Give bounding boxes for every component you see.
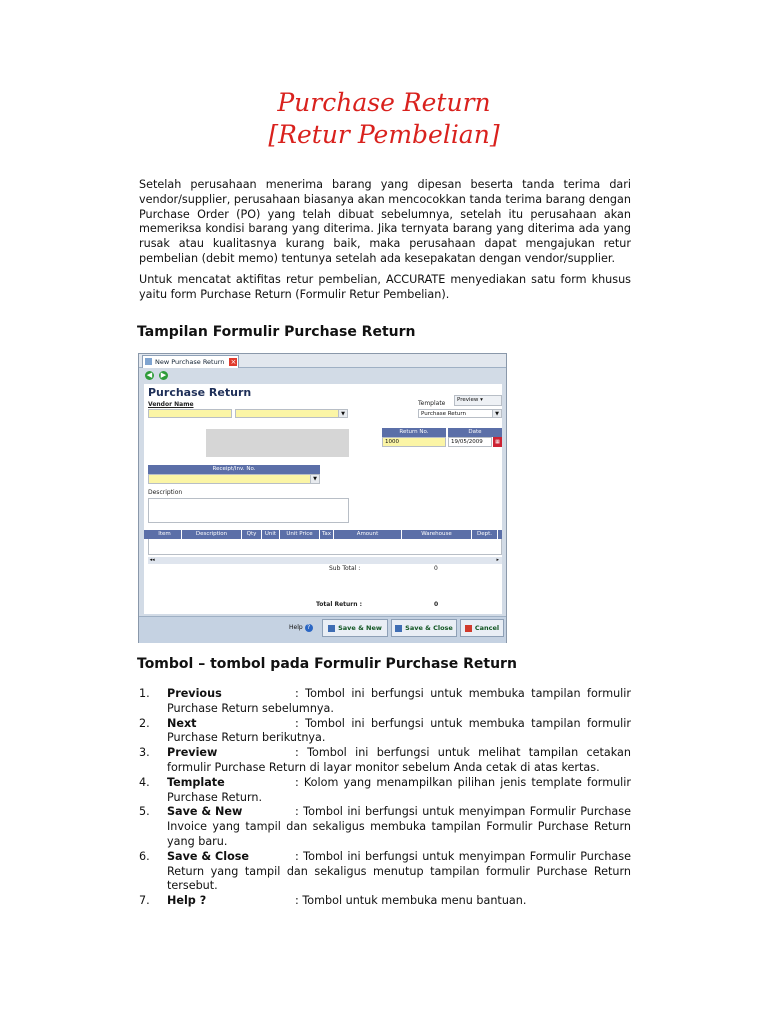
cancel-button[interactable] (460, 619, 504, 637)
list-number: 3. (139, 746, 150, 760)
template-value: Purchase Return (421, 411, 466, 417)
preview-label: Preview (457, 397, 479, 403)
list-term: Help ? (167, 894, 207, 908)
col-warehouse: Warehouse (402, 530, 472, 539)
tab-bar (139, 354, 506, 368)
preview-button[interactable]: Preview ▾ (454, 395, 502, 406)
receipt-header: Receipt/Inv. No. (148, 465, 320, 474)
form-button-bar (139, 616, 506, 643)
subtotal-value: 0 (434, 565, 438, 572)
buttons-list (139, 687, 631, 909)
list-item (139, 894, 631, 909)
list-number: 2. (139, 716, 150, 730)
list-term: Template (167, 775, 225, 789)
list-item (139, 687, 631, 717)
save-new-label: Save & New (338, 624, 382, 632)
form-title: Purchase Return (148, 386, 252, 399)
save-close-button[interactable] (391, 619, 457, 637)
list-desc: : Tombol ini berfungsi untuk membuka tampilan formulir Purchase Return berikutnya. (167, 716, 631, 745)
list-number: 5. (139, 805, 150, 819)
list-term: Save & Close (167, 849, 250, 863)
grid-header (144, 530, 502, 539)
document-icon (145, 358, 152, 365)
col-dept: Dept. (472, 530, 498, 539)
close-icon[interactable]: × (230, 358, 237, 366)
save-new-button[interactable] (322, 619, 388, 637)
col-unit: Unit (262, 530, 280, 539)
receipt-field[interactable] (148, 474, 320, 484)
list-term: Preview (167, 746, 218, 760)
cancel-icon (465, 625, 472, 632)
section-heading-buttons: Tombol – tombol pada Formulir Purchase Return (137, 656, 517, 672)
tab-new-purchase-return[interactable] (142, 355, 239, 368)
tab-label: New Purchase Return (155, 358, 225, 366)
list-desc: : Tombol ini berfungsi untuk menyimpan Formulir Purchase Return yang tampil dan sekaligus menutup tampilan formulir Purchase Return tersebut. (167, 849, 631, 893)
save-icon (395, 625, 402, 632)
list-term: Previous (167, 687, 222, 700)
description-field[interactable] (148, 498, 349, 523)
help-label: Help (289, 624, 303, 631)
list-item (139, 776, 631, 806)
list-desc: : Tombol ini berfungsi untuk membuka tampilan formulir Purchase Return sebelumnya. (167, 687, 631, 715)
vendor-id-field[interactable] (148, 409, 232, 418)
second-paragraph: Untuk mencatat aktifitas retur pembelian, ACCURATE menyediakan satu form khusus yaitu form Purchase Return (Formulir Retur Pembelian). (139, 273, 631, 301)
save-close-label: Save & Close (405, 624, 453, 632)
list-number: 7. (139, 894, 150, 908)
help-button[interactable] (289, 624, 313, 632)
list-desc: : Tombol ini berfungsi untuk melihat tampilan cetakan formulir Purchase Return di layar monitor sebelum Anda cetak di atas kertas. (167, 746, 631, 774)
chevron-down-icon[interactable]: ▼ (492, 410, 501, 417)
list-desc: : Kolom yang menampilkan pilihan jenis template formulir Purchase Return. (167, 775, 631, 804)
col-unit-price: Unit Price (280, 530, 320, 539)
total-return-value: 0 (434, 601, 439, 608)
list-number: 6. (139, 849, 150, 863)
list-number: 1. (139, 687, 150, 700)
form-screenshot (138, 353, 507, 643)
col-amount: Amount (334, 530, 402, 539)
previous-arrow-icon[interactable]: ◀ (146, 371, 153, 379)
help-icon: ? (305, 624, 313, 632)
list-desc: : Tombol ini berfungsi untuk menyimpan Formulir Purchase Invoice yang tampil dan sekaligus membuka tampilan Formulir Purchase Return yang baru. (167, 805, 631, 848)
template-label: Template (418, 400, 446, 407)
return-no-header: Return No. (382, 428, 446, 437)
list-term: Save & New (167, 805, 243, 819)
chevron-down-icon[interactable]: ▼ (310, 475, 319, 483)
col-tax: Tax (320, 530, 334, 539)
vendor-label: Vendor Name (148, 401, 194, 408)
col-description: Description (182, 530, 242, 539)
doc-subtitle: [Retur Pembelian] (268, 120, 500, 149)
col-item: Item (148, 530, 182, 539)
section-heading-form: Tampilan Formulir Purchase Return (137, 324, 416, 340)
save-icon (328, 625, 335, 632)
description-label: Description (148, 489, 183, 496)
return-no-field[interactable]: 1000 (382, 437, 446, 447)
list-item (139, 717, 631, 747)
calendar-icon[interactable]: ▦ (493, 437, 502, 447)
list-item (139, 805, 631, 849)
vendor-name-field[interactable] (235, 409, 348, 418)
total-return-label: Total Return : (316, 601, 363, 608)
list-item (139, 746, 631, 776)
list-number: 4. (139, 775, 150, 789)
vendor-address-box (206, 429, 349, 457)
purchase-return-form (144, 384, 502, 614)
list-item (139, 850, 631, 894)
doc-title: Purchase Return (277, 88, 491, 117)
date-header: Date (448, 428, 502, 437)
chevron-down-icon[interactable]: ▼ (338, 410, 347, 417)
template-select[interactable] (418, 409, 502, 418)
list-term: Next (167, 716, 197, 730)
next-arrow-icon[interactable]: ▶ (160, 371, 167, 379)
grid-scrollbar[interactable]: ◂◂ ▸ (148, 557, 502, 564)
cancel-label: Cancel (474, 624, 500, 632)
intro-paragraph: Setelah perusahaan menerima barang yang dipesan beserta tanda terima dari vendor/supplier, perusahaan biasanya akan mencocokkan tanda terima barang dengan Purchase Order (PO) yang telah dibuat sebelumnya, setelah itu perusahaan akan memeriksa kondisi barang yang diterima. Jika ternyata barang yang diterima ada yang rusak atau kualitasnya kurang baik, maka perusahaan dapat mengajukan retur pembelian (debit memo) tentunya setelah ada kesepakatan dengan vendor/supplier. (139, 178, 631, 265)
date-field[interactable]: 19/05/2009 (448, 437, 492, 447)
col-qty: Qty (242, 530, 262, 539)
subtotal-label: Sub Total : (329, 565, 361, 572)
list-desc: : Tombol untuk membuka menu bantuan. (295, 894, 527, 908)
